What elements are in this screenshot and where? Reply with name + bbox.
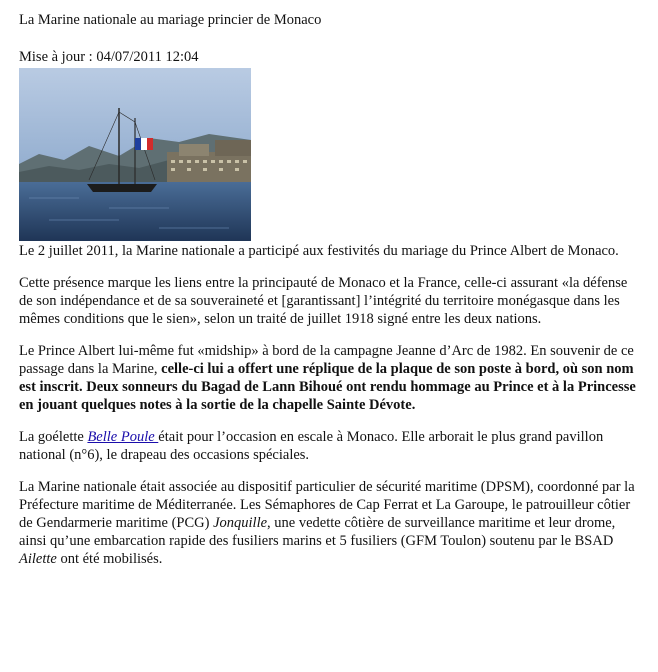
article-title: La Marine nationale au mariage princier de Monaco (19, 12, 322, 28)
belle-poule-link[interactable]: Belle Poule (87, 429, 159, 445)
paragraph-2: Cette présence marque les liens entre la principauté de Monaco et la France, celle-ci assurant «la défense de son indépendance et de sa souveraineté et [garantissant] l’intégrité du territoire monégasque dans les mêmes conditions que le sien», selon un traité de juillet 1918 signé entre les deux nations. (19, 275, 628, 327)
paragraph-5-text-a: La Marine nationale était associée au dispositif particulier de sécurité maritime (DPSM), coordonné par la Préfecture maritime de Méditerranée. Les Sémaphores de Cap Ferrat et La Garoupe, le patrouilleur côtier de Gendarmerie maritime (PCG) (19, 479, 635, 531)
paragraph-4-text-after: était pour l’occasion en escale à Monaco. Elle arborait le plus grand pavillon national (n°6), le drapeau des occasions spéciales. (19, 429, 604, 463)
paragraph-4-text-before: La goélette (19, 429, 88, 445)
paragraph-5-text-c: ont été mobilisés. (56, 551, 163, 567)
article-photo (19, 68, 251, 241)
paragraph-3-bold: celle-ci lui a offert une réplique de la plaque de son poste à bord, où son nom est inscrit. Deux sonneurs du Bagad de Lann Bihoué ont rendu hommage au Prince et à la Princesse en jouant quelques notes à la sortie de la chapelle Sainte Dévote. (19, 361, 636, 413)
paragraph-4 (19, 428, 644, 464)
paragraph-5-text-b: , une vedette côtière de surveillance maritime et leur drome, ainsi qu’une embarcation rapide des fusiliers marins et 5 fusiliers (GFM Toulon) soutenu par le BSAD (19, 515, 616, 549)
update-timestamp: Mise à jour : 04/07/2011 12:04 (19, 49, 199, 65)
paragraph-5 (19, 478, 644, 568)
paragraph-3 (19, 342, 644, 414)
jonquille-name: Jonquille (213, 515, 268, 531)
paragraph-1: Le 2 juillet 2011, la Marine nationale a participé aux festivités du mariage du Prince Albert de Monaco. (19, 243, 619, 259)
paragraph-3-text: Le Prince Albert lui-même fut «midship» à bord de la campagne Jeanne d’Arc de 1982. En souvenir de ce passage dans la Marine, (19, 343, 634, 377)
ailette-name: Ailette (19, 551, 57, 567)
